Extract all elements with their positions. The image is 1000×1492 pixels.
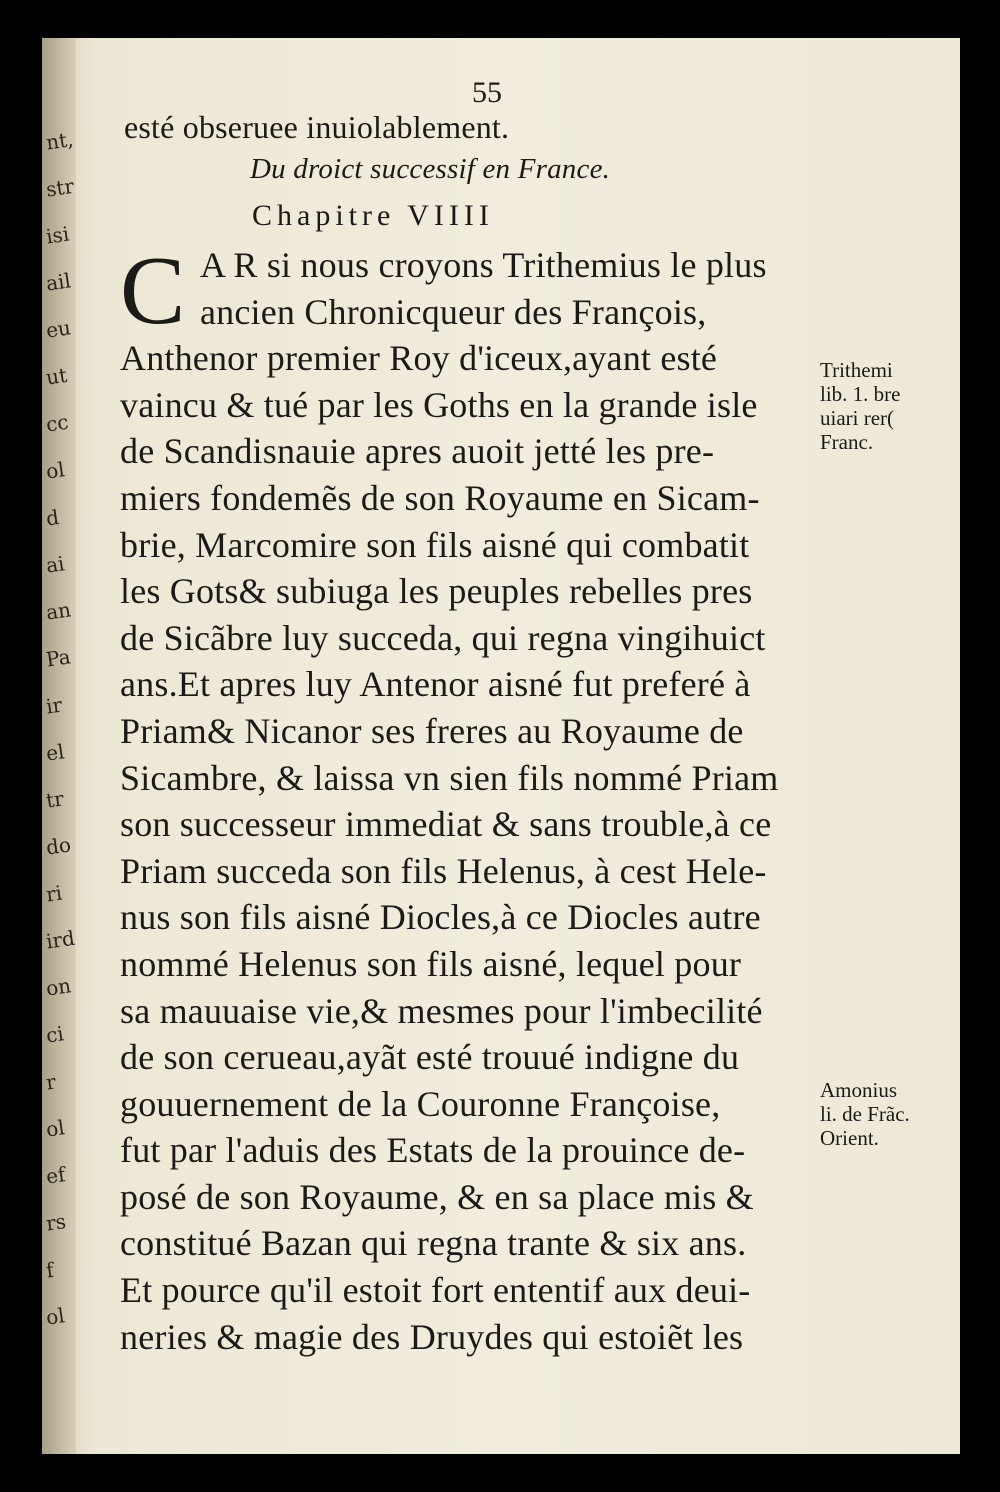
gutter-mark: rs (44, 1209, 68, 1236)
text-line: sa mauuaise vie,& mesmes pour l'imbecilité (120, 990, 763, 1031)
page-number: 55 (472, 76, 502, 109)
margin-note-line: uiari rer( (820, 406, 895, 430)
gutter-mark: d (44, 505, 61, 531)
gutter-mark: el (44, 739, 66, 766)
text-line: Priam succeda son fils Helenus, à cest Hele- (120, 850, 767, 891)
gutter-mark: ut (44, 362, 69, 390)
margin-note-line: Trithemi (820, 358, 893, 382)
text-line: gouuernement de la Couronne Françoise, (120, 1083, 721, 1124)
gutter-mark: nt, (44, 126, 75, 155)
section-heading: Du droict successif en France. (250, 153, 611, 185)
gutter-mark: ail (44, 268, 73, 296)
gutter-mark: isi (44, 221, 71, 249)
gutter-mark: ci (44, 1021, 66, 1048)
header-line: esté obseruee inuiolablement. (124, 109, 510, 145)
text-line: nus son fils aisné Diocles,à ce Diocles autre (120, 897, 761, 938)
gutter-mark: f (44, 1257, 56, 1283)
gutter-mark: str (44, 173, 76, 202)
text-line: vaincu & tué par les Goths en la grande isle (120, 384, 758, 425)
text-line: neries & magie des Druydes qui estoiẽt les (120, 1316, 744, 1357)
text-line: ancien Chronicqueur des François, (200, 291, 707, 332)
text-line: miers fondemẽs de son Royaume en Sicam- (120, 477, 760, 518)
text-line: de son cerueau,ayãt esté trouué indigne du (120, 1037, 740, 1078)
margin-note-line: Amonius (820, 1078, 898, 1102)
text-line: Et pource qu'il estoit fort ententif aux deui- (120, 1270, 751, 1311)
text-line: de Scandisnauie apres auoit jetté les pre- (120, 431, 715, 472)
text-line: les Gots& subiuga les peuples rebelles pres (120, 571, 753, 612)
text-line: constitué Bazan qui regna trante & six ans. (120, 1223, 747, 1264)
gutter-mark: ird (44, 925, 77, 954)
gutter-mark: on (44, 973, 73, 1001)
gutter-mark: Pa (44, 644, 73, 672)
text-line: brie, Marcomire son fils aisné qui combatit (120, 524, 750, 565)
margin-note-trithemius (820, 358, 955, 454)
gutter-mark: r (44, 1069, 58, 1095)
margin-note-amonius (820, 1078, 955, 1150)
gutter-mark: ol (44, 1115, 67, 1142)
gutter-mark: do (44, 832, 73, 860)
gutter-mark: ol (44, 457, 67, 484)
chapter-title: Chapitre VIIII (252, 199, 494, 232)
text-line: son successeur immediat & sans trouble,à ce (120, 804, 772, 845)
gutter-mark: ef (44, 1162, 67, 1189)
margin-note-line: Orient. (820, 1126, 879, 1150)
book-page (42, 38, 960, 1454)
margin-note-line: lib. 1. bre (820, 382, 901, 406)
text-line: A R si nous croyons Trithemius le plus C (120, 237, 767, 345)
gutter-mark: ai (44, 551, 66, 578)
text-line: Priam& Nicanor ses freres au Royaume de (120, 710, 744, 751)
gutter-mark: ir (44, 692, 64, 719)
margin-note-line: li. de Frãc. (820, 1102, 910, 1126)
text-line: Sicambre, & laissa vn sien fils nommé Priam (120, 757, 779, 798)
gutter-mark: an (44, 597, 73, 625)
margin-note-line: Franc. (820, 430, 874, 454)
text-line: fut par l'aduis des Estats de la prouince de- (120, 1130, 746, 1171)
text-line: Anthenor premier Roy d'iceux,ayant esté (120, 338, 718, 379)
gutter-mark: tr (44, 786, 66, 813)
gutter-mark: ol (44, 1303, 67, 1330)
gutter-mark: eu (44, 315, 73, 343)
text-block (120, 106, 820, 1360)
text-line: de Sicãbre luy succeda, qui regna vingihuict (120, 617, 766, 658)
gutter-mark: ri (44, 880, 64, 907)
text-line: posé de son Royaume, & en sa place mis & (120, 1176, 754, 1217)
text-line: nommé Helenus son fils aisné, lequel pour (120, 943, 742, 984)
drop-cap: C (120, 237, 186, 345)
body-lines (120, 237, 820, 1360)
text-line: ans.Et apres luy Antenor aisné fut preferé à (120, 664, 751, 705)
gutter-mark: cc (44, 409, 70, 437)
facing-page-gutter (42, 38, 76, 1454)
